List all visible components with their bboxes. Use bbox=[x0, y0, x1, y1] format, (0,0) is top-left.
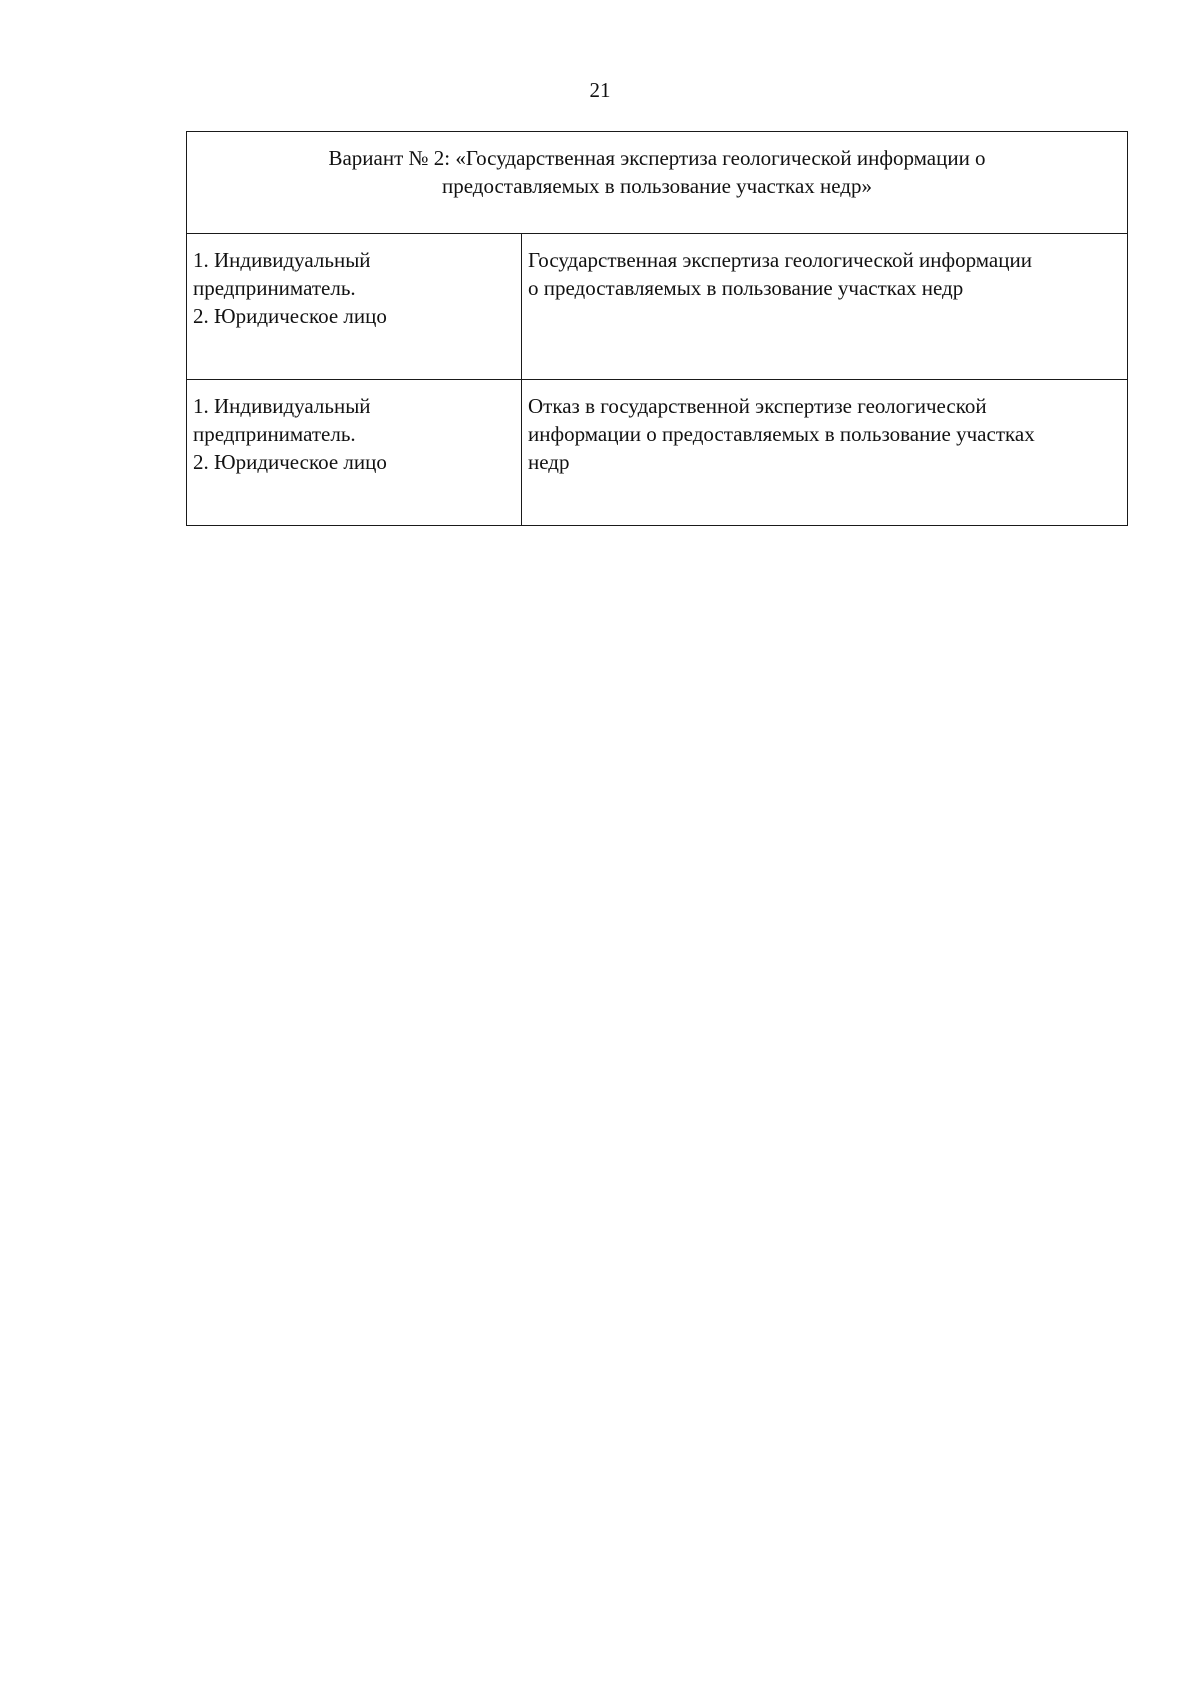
variant-title-cell bbox=[187, 132, 1128, 234]
applicant-line: 1. Индивидуальный bbox=[193, 394, 371, 418]
result-line: Государственная экспертиза геологической информации bbox=[528, 248, 1032, 272]
applicant-line: 1. Индивидуальный bbox=[193, 248, 371, 272]
page-number: 21 bbox=[589, 78, 611, 102]
applicant-line: 2. Юридическое лицо bbox=[193, 450, 387, 474]
result-line: о предоставляемых в пользование участках недр bbox=[528, 276, 964, 300]
result-cell bbox=[522, 234, 1128, 380]
result-line: Отказ в государственной экспертизе геологической bbox=[528, 394, 987, 418]
variant-title-line-1: Вариант № 2: «Государственная экспертиза геологической информации о bbox=[328, 146, 986, 170]
applicant-line: 2. Юридическое лицо bbox=[193, 304, 387, 328]
variant-title-line-2: предоставляемых в пользование участках недр» bbox=[442, 174, 872, 198]
applicant-cell bbox=[187, 380, 522, 526]
table-row bbox=[187, 234, 1128, 380]
applicant-line: предприниматель. bbox=[193, 276, 356, 300]
variant-table bbox=[186, 131, 1128, 526]
table-row bbox=[187, 380, 1128, 526]
applicant-line: предприниматель. bbox=[193, 422, 356, 446]
applicant-cell bbox=[187, 234, 522, 380]
result-line: информации о предоставляемых в пользование участках bbox=[528, 422, 1035, 446]
result-line: недр bbox=[528, 450, 570, 474]
result-cell bbox=[522, 380, 1128, 526]
table-header-row bbox=[187, 132, 1128, 234]
